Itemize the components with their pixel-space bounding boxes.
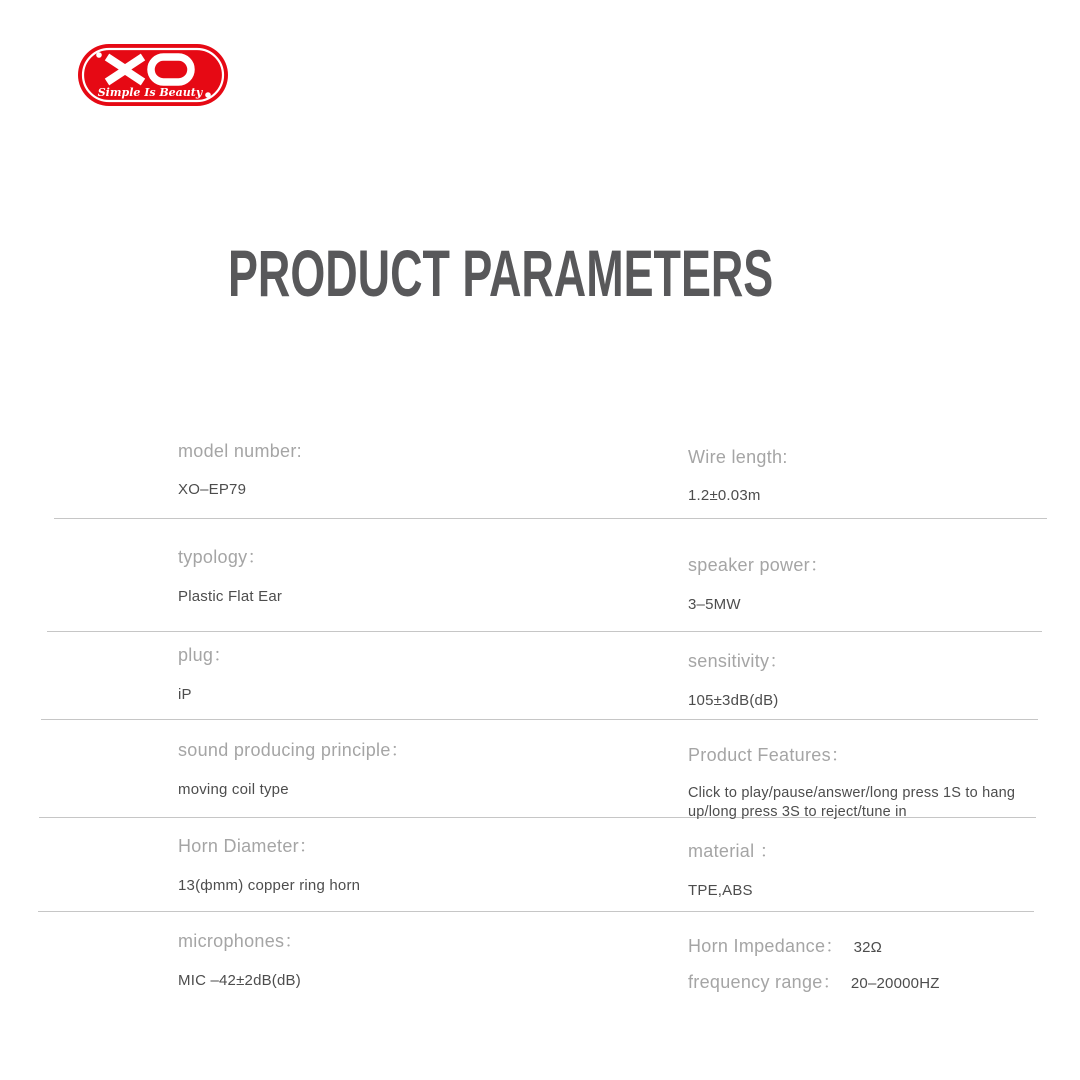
row-divider (54, 518, 1047, 519)
spec-typology (178, 543, 282, 605)
spec-horn-impedance (688, 932, 882, 958)
spec-label: speaker power： (688, 555, 829, 575)
spec-value: MIC –42±2dB(dB) (178, 972, 301, 989)
spec-label: Horn Impedance： (688, 936, 844, 956)
spec-label: sound producing principle： (178, 740, 409, 760)
spec-label: sensitivity： (688, 651, 788, 671)
spec-value: 105±3dB(dB) (688, 692, 779, 709)
spec-value: 20–20000HZ (850, 975, 940, 992)
spec-label: Wire length: (688, 447, 788, 467)
spec-value: TPE,ABS (688, 882, 753, 899)
spec-frequency-range (688, 968, 940, 994)
spec-material (688, 837, 778, 899)
spec-value: Plastic Flat Ear (178, 588, 283, 605)
xo-logo (78, 44, 228, 106)
spec-microphones (178, 927, 303, 989)
row-divider (41, 719, 1038, 720)
row-divider (38, 911, 1034, 912)
page-title: PRODUCT PARAMETERS (228, 236, 774, 310)
spec-sound-principle (178, 736, 409, 798)
spec-sensitivity (688, 647, 788, 709)
xo-logo-graphic (78, 44, 228, 106)
logo-dot-bottom-right (205, 92, 211, 98)
spec-value: 3–5MW (688, 596, 741, 613)
spec-label: Product Features： (688, 745, 850, 765)
spec-model-number (178, 441, 302, 498)
spec-label: typology： (178, 547, 266, 567)
spec-value: Click to play/pause/answer/long press 1S to hang up/long press 3S to reject/tune in (688, 785, 1016, 820)
spec-label: material ： (688, 841, 779, 861)
spec-plug (178, 641, 232, 703)
row-divider (47, 631, 1042, 632)
spec-label: model number: (178, 441, 302, 461)
logo-dot-top-left (96, 52, 102, 58)
spec-speaker-power (688, 551, 828, 613)
spec-value: 1.2±0.03m (688, 487, 761, 504)
spec-horn-diameter (178, 832, 360, 894)
spec-value: 32Ω (853, 939, 883, 956)
spec-label: plug： (178, 645, 232, 665)
spec-label: frequency range： (688, 972, 841, 992)
logo-tagline: Simple Is Beauty (97, 86, 203, 99)
spec-value: 13(фmm) copper ring horn (178, 877, 361, 894)
spec-label: Horn Diameter： (178, 836, 318, 856)
spec-wire-length (688, 447, 788, 504)
spec-value: XO–EP79 (178, 481, 247, 498)
spec-label: microphones： (178, 931, 303, 951)
spec-value: moving coil type (178, 781, 289, 798)
spec-value: iP (178, 686, 192, 703)
spec-product-features (688, 741, 1040, 822)
